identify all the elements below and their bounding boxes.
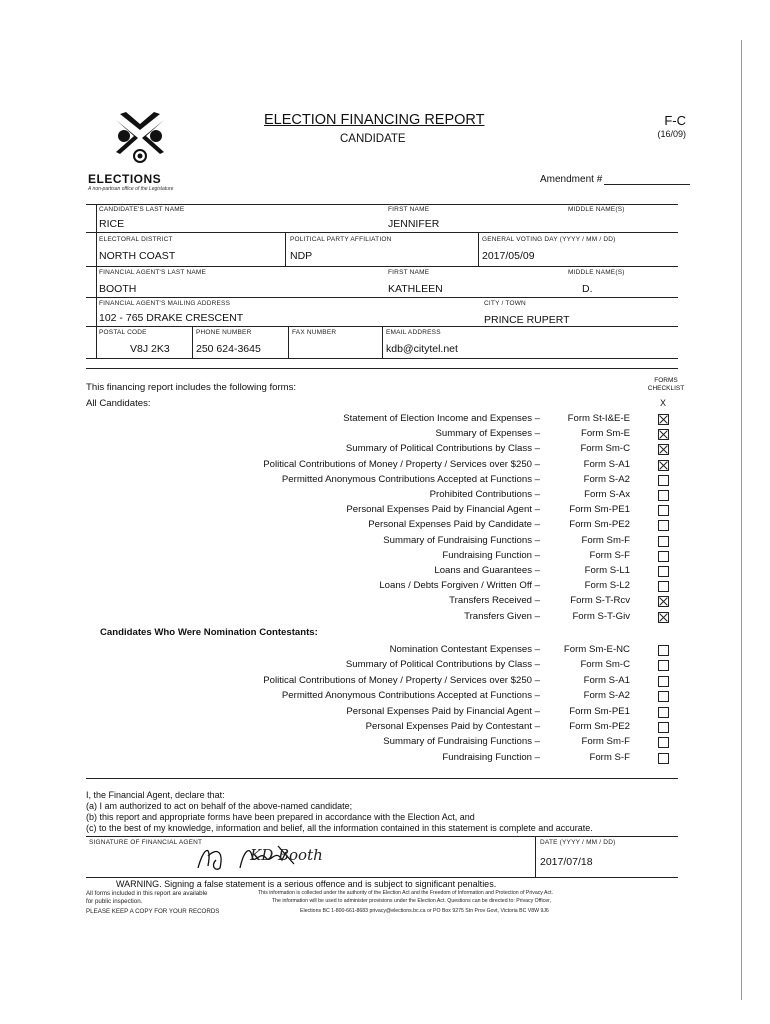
col-line	[285, 232, 286, 266]
warning-text: WARNING. Signing a false statement is a serious offence and is subject to significant penalties.	[116, 879, 497, 889]
form-code: Form Sm-E	[580, 428, 630, 440]
col-line	[478, 232, 479, 266]
checklist-mark: X	[660, 398, 667, 408]
org-name: ELECTIONS	[88, 172, 162, 186]
declaration-line1: I, the Financial Agent, declare that:	[86, 790, 225, 800]
voting-day-value: 2017/05/09	[482, 250, 535, 262]
row-line	[86, 358, 678, 359]
form-code: Form Sm-PE1	[569, 504, 630, 516]
candidate-last-name-value: RICE	[99, 218, 125, 230]
form-description: Personal Expenses Paid by Candidate –	[368, 519, 540, 531]
org-tagline: A non-partisan office of the Legislature	[88, 186, 174, 192]
form-checklist-row	[90, 644, 670, 658]
row-line	[86, 266, 678, 267]
mailing-address-label: FINANCIAL AGENT'S MAILING ADDRESS	[99, 300, 231, 307]
form-checkbox[interactable]	[658, 691, 669, 702]
form-checkbox[interactable]	[658, 475, 669, 486]
form-code: Form S-Ax	[584, 489, 630, 500]
form-code: Form Sm-PE1	[569, 705, 630, 717]
checklist-label: FORMS CHECKLIST	[647, 377, 685, 392]
col-line	[192, 326, 193, 358]
form-checkbox[interactable]	[658, 737, 669, 748]
amendment-line	[604, 184, 690, 185]
form-code: Form S-A1	[583, 674, 630, 686]
form-checklist-row	[90, 580, 670, 594]
form-id: F-C	[664, 113, 686, 128]
form-checkbox[interactable]	[658, 596, 669, 607]
form-description: Fundraising Function –	[442, 751, 540, 763]
form-checkbox[interactable]	[658, 490, 669, 501]
date-value: 2017/07/18	[540, 856, 593, 868]
footer-left-2: for public inspection.	[86, 898, 143, 905]
agent-middle-name-value: D.	[582, 283, 593, 295]
form-description: Summary of Political Contributions by Class –	[345, 443, 540, 455]
form-description: Personal Expenses Paid by Contestant –	[365, 721, 540, 732]
form-checklist-row	[90, 504, 670, 518]
form-checkbox[interactable]	[658, 566, 669, 577]
form-checklist-row	[90, 706, 670, 720]
form-code: Form S-T-Giv	[572, 610, 630, 622]
agent-last-name-label: FINANCIAL AGENT'S LAST NAME	[99, 269, 207, 276]
declaration-line2: (a) I am authorized to act on behalf of the above-named candidate;	[86, 801, 353, 811]
form-code: Form S-A2	[583, 690, 630, 702]
date-label: DATE (YYYY / MM / DD)	[540, 839, 616, 846]
form-description: Fundraising Function –	[442, 549, 540, 561]
form-version: (16/09)	[657, 129, 686, 139]
form-code: Form S-T-Rcv	[570, 595, 630, 607]
form-checklist-row	[90, 550, 670, 564]
form-description: Summary of Fundraising Functions –	[383, 736, 540, 748]
postal-code-label: POSTAL CODE	[99, 329, 147, 336]
form-code: Form S-L2	[584, 580, 630, 592]
report-subtitle: CANDIDATE	[340, 133, 406, 145]
agent-middle-name-label: MIDDLE NAME(S)	[568, 269, 625, 276]
form-checkbox[interactable]	[658, 645, 669, 656]
candidate-last-name-label: CANDIDATE'S LAST NAME	[99, 206, 185, 213]
row-line	[86, 232, 678, 233]
first-name-value: JENNIFER	[388, 218, 440, 230]
form-checklist-row	[90, 595, 670, 609]
form-code: Form Sm-PE2	[569, 519, 630, 531]
form-checklist-row	[90, 736, 670, 750]
form-description: Political Contributions of Money / Property / Services over $250 –	[263, 674, 540, 686]
form-checkbox[interactable]	[658, 460, 669, 471]
footer-right-3: Elections BC 1-800-661-8683 privacy@elections.bc.ca or PO Box 9275 Stn Prov Govt, Victoria BC V8W 9J6	[300, 908, 549, 914]
form-checklist-row	[90, 721, 670, 735]
form-description: Prohibited Contributions –	[429, 489, 540, 500]
form-checklist-row	[90, 752, 670, 766]
form-description: Loans and Guarantees –	[434, 565, 540, 576]
scan-edge	[741, 40, 742, 1000]
form-checklist-row	[90, 519, 670, 533]
form-checklist-row	[90, 474, 670, 488]
agent-first-name-value: KATHLEEN	[388, 283, 443, 295]
form-code: Form S-F	[589, 751, 630, 763]
elections-logo	[110, 108, 170, 168]
section-divider	[86, 778, 678, 779]
elections-logo-icon	[110, 108, 170, 168]
form-checklist-row	[90, 611, 670, 625]
party-label: POLITICAL PARTY AFFILIATION	[290, 236, 392, 243]
form-description: Permitted Anonymous Contributions Accepted at Functions –	[281, 690, 540, 702]
form-checkbox[interactable]	[658, 722, 669, 733]
form-checkbox[interactable]	[658, 429, 669, 440]
form-checkbox[interactable]	[658, 676, 669, 687]
form-checklist-row	[90, 659, 670, 673]
row-line	[86, 204, 678, 205]
form-code: Form St-I&E-E	[567, 413, 630, 424]
form-code: Form S-A2	[583, 473, 630, 485]
footer-left-3: PLEASE KEEP A COPY FOR YOUR RECORDS	[86, 908, 220, 915]
col-line	[288, 326, 289, 358]
form-checkbox[interactable]	[658, 581, 669, 592]
report-title: ELECTION FINANCING REPORT	[264, 112, 485, 128]
form-checklist-row	[90, 535, 670, 549]
city-label: CITY / TOWN	[484, 300, 526, 307]
form-code: Form Sm-E-NC	[563, 644, 630, 655]
form-description: Permitted Anonymous Contributions Accepted at Functions –	[281, 473, 540, 485]
signature-label: SIGNATURE OF FINANCIAL AGENT	[89, 839, 203, 846]
form-description: Nomination Contestant Expenses –	[389, 644, 540, 655]
form-code: Form S-F	[589, 549, 630, 561]
email-value: kdb@citytel.net	[386, 343, 458, 355]
nomination-label: Candidates Who Were Nomination Contestants:	[100, 627, 318, 638]
postal-code-value: V8J 2K3	[130, 343, 170, 355]
form-checkbox[interactable]	[658, 753, 669, 764]
form-checklist-row	[90, 489, 670, 503]
form-description: Summary of Expenses –	[435, 428, 540, 440]
form-checkbox[interactable]	[658, 444, 669, 455]
form-checkbox[interactable]	[658, 414, 669, 425]
form-description: Summary of Fundraising Functions –	[383, 534, 540, 546]
form-description: Loans / Debts Forgiven / Written Off –	[379, 580, 540, 592]
form-description: Political Contributions of Money / Property / Services over $250 –	[263, 458, 540, 470]
form-checklist-row	[90, 459, 670, 473]
form-checkbox[interactable]	[658, 536, 669, 547]
form-code: Form Sm-C	[580, 659, 630, 671]
form-description: Transfers Given –	[464, 610, 540, 622]
declaration-line3: (b) this report and appropriate forms have been prepared in accordance with the Election Act, and	[86, 812, 475, 822]
party-value: NDP	[290, 250, 313, 262]
voting-day-label: GENERAL VOTING DAY (YYYY / MM / DD)	[482, 236, 616, 243]
mailing-address-value: 102 - 765 DRAKE CRESCENT	[99, 312, 244, 324]
forms-intro: This financing report includes the following forms:	[86, 382, 297, 393]
footer-left-1: All forms included in this report are available	[86, 890, 208, 897]
agent-last-name-value: BOOTH	[99, 283, 137, 295]
form-code: Form Sm-F	[581, 736, 630, 748]
fax-label: FAX NUMBER	[292, 329, 337, 336]
phone-label: PHONE NUMBER	[196, 329, 252, 336]
form-checklist-row	[90, 443, 670, 457]
form-code: Form Sm-F	[581, 534, 630, 546]
form-checkbox[interactable]	[658, 612, 669, 623]
col-line	[382, 326, 383, 358]
footer-right-1: This information is collected under the authority of the Election Act and the Freedom of Information and Protection of Privacy Act.	[258, 890, 553, 896]
section-divider	[86, 368, 678, 369]
first-name-label: FIRST NAME	[388, 206, 430, 213]
signature-text: KD Booth	[250, 846, 323, 864]
declaration-line4: (c) to the best of my knowledge, information and belief, all the information contained in this statement is complete and accurate.	[86, 823, 593, 833]
all-candidates-label: All Candidates:	[86, 398, 151, 409]
form-checkbox[interactable]	[658, 551, 669, 562]
form-checklist-row	[90, 690, 670, 704]
electoral-district-label: ELECTORAL DISTRICT	[99, 236, 173, 243]
amendment-label: Amendment #	[540, 174, 603, 185]
form-description: Summary of Political Contributions by Class –	[345, 659, 540, 671]
form-checklist-row	[90, 675, 670, 689]
form-description: Statement of Election Income and Expenses –	[343, 413, 540, 424]
form-checkbox[interactable]	[658, 520, 669, 531]
form-checkbox[interactable]	[658, 660, 669, 671]
form-checkbox[interactable]	[658, 707, 669, 718]
footer-right-2: The information will be used to administer provisions under the Election Act. Questions can be directed to: Privacy Officer,	[272, 898, 552, 904]
electoral-district-value: NORTH COAST	[99, 250, 176, 262]
form-code: Form S-A1	[583, 458, 630, 470]
email-label: EMAIL ADDRESS	[386, 329, 441, 336]
form-checklist-row	[90, 565, 670, 579]
form-description: Transfers Received –	[449, 595, 540, 607]
form-checkbox[interactable]	[658, 505, 669, 516]
form-description: Personal Expenses Paid by Financial Agent –	[346, 504, 540, 516]
form-code: Form Sm-C	[580, 443, 630, 455]
phone-value: 250 624-3645	[196, 343, 261, 355]
col-line	[96, 204, 97, 358]
form-description: Personal Expenses Paid by Financial Agent –	[346, 705, 540, 717]
form-checklist-row	[90, 428, 670, 442]
form-code: Form Sm-PE2	[569, 721, 630, 732]
agent-first-name-label: FIRST NAME	[388, 269, 430, 276]
signature-date-divider	[535, 836, 536, 877]
middle-name-label: MIDDLE NAME(S)	[568, 206, 625, 213]
form-checklist-row	[90, 413, 670, 427]
row-line	[86, 297, 678, 298]
form-code: Form S-L1	[584, 565, 630, 576]
city-value: PRINCE RUPERT	[484, 314, 570, 326]
